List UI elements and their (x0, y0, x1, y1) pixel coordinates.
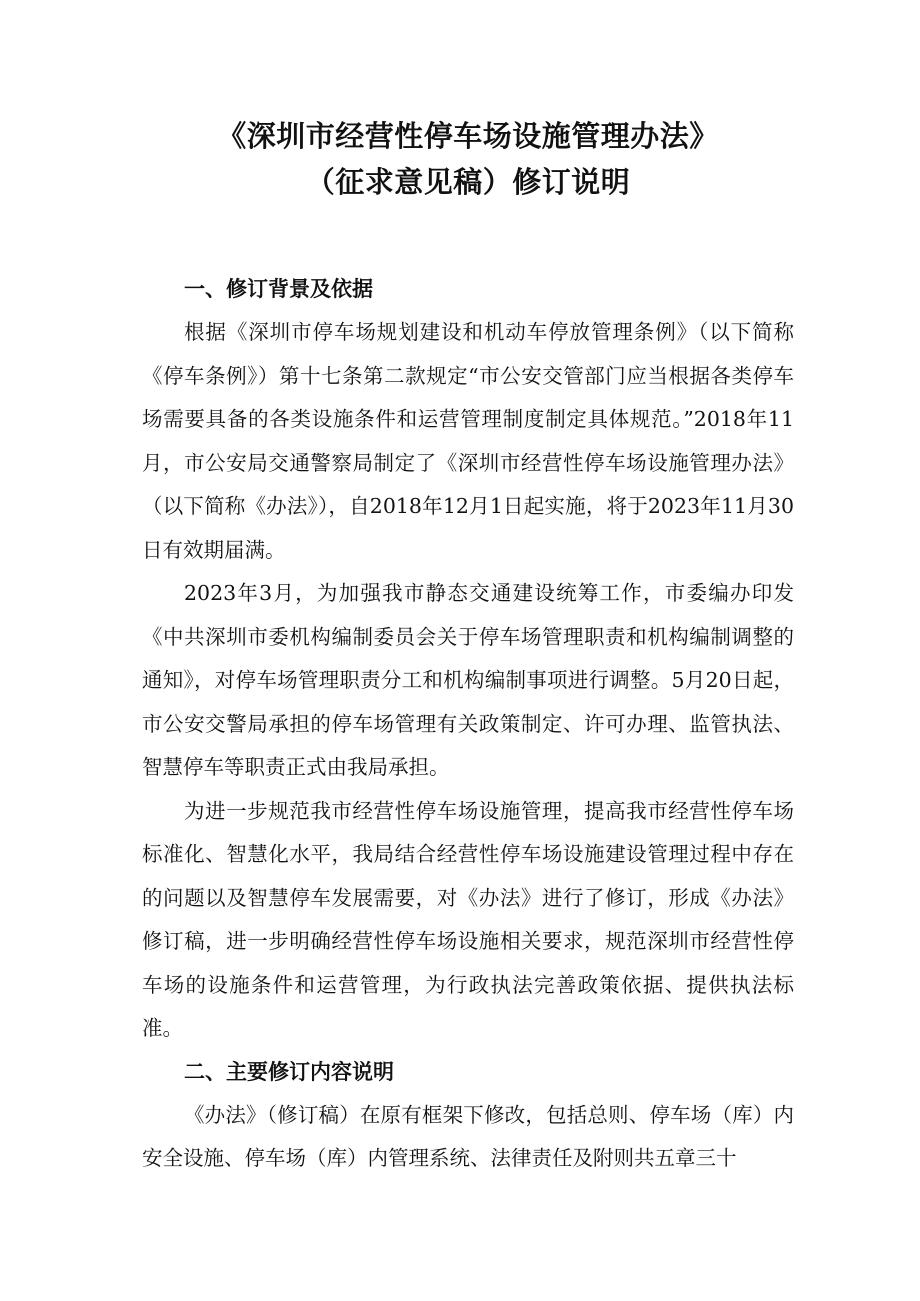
section-background (142, 268, 794, 1051)
paragraph: 根据《深圳市停车场规划建设和机动车停放管理条例》（以下简称《停车条例》）第十七条第二款规定“市公安交管部门应当根据各类停车场需要具备的各类设施条件和运营管理制度制定具体规范。”2018年11月，市公安局交通警察局制定了《深圳市经营性停车场设施管理办法》（以下简称《办法》），自2018年12月1日起实施，将于2023年11月30日有效期届满。 (142, 320, 794, 562)
paragraph: 为进一步规范我市经营性停车场设施管理，提高我市经营性停车场标准化、智慧化水平，我局结合经营性停车场设施建设管理过程中存在的问题以及智慧停车发展需要，对《办法》进行了修订，形成《办法》修订稿，进一步明确经营性停车场设施相关要求，规范深圳市经营性停车场的设施条件和运营管理，为行政执法完善政策依据、提供执法标准。 (142, 798, 794, 1040)
document-title (142, 113, 794, 205)
section-heading-main-revisions: 二、主要修订内容说明 (184, 1059, 394, 1084)
section-main-revisions (142, 1051, 794, 1181)
paragraph: 2023年3月，为加强我市静态交通建设统筹工作，市委编办印发《中共深圳市委机构编制委员会关于停车场管理职责和机构编制调整的通知》，对停车场管理职责分工和机构编制事项进行调整。5月20日起，市公安交警局承担的停车场管理有关政策制定、许可办理、监管执法、智慧停车等职责正式由我局承担。 (142, 581, 794, 779)
title-line-1: 《深圳市经营性停车场设施管理办法》 (217, 119, 719, 153)
section-heading-background: 一、修订背景及依据 (184, 277, 373, 301)
title-line-2: （征求意见稿）修订说明 (305, 165, 631, 199)
paragraph: 《办法》（修订稿）在原有框架下修改，包括总则、停车场（库）内安全设施、停车场（库）内管理系统、法律责任及附则共五章三十 (142, 1102, 794, 1170)
